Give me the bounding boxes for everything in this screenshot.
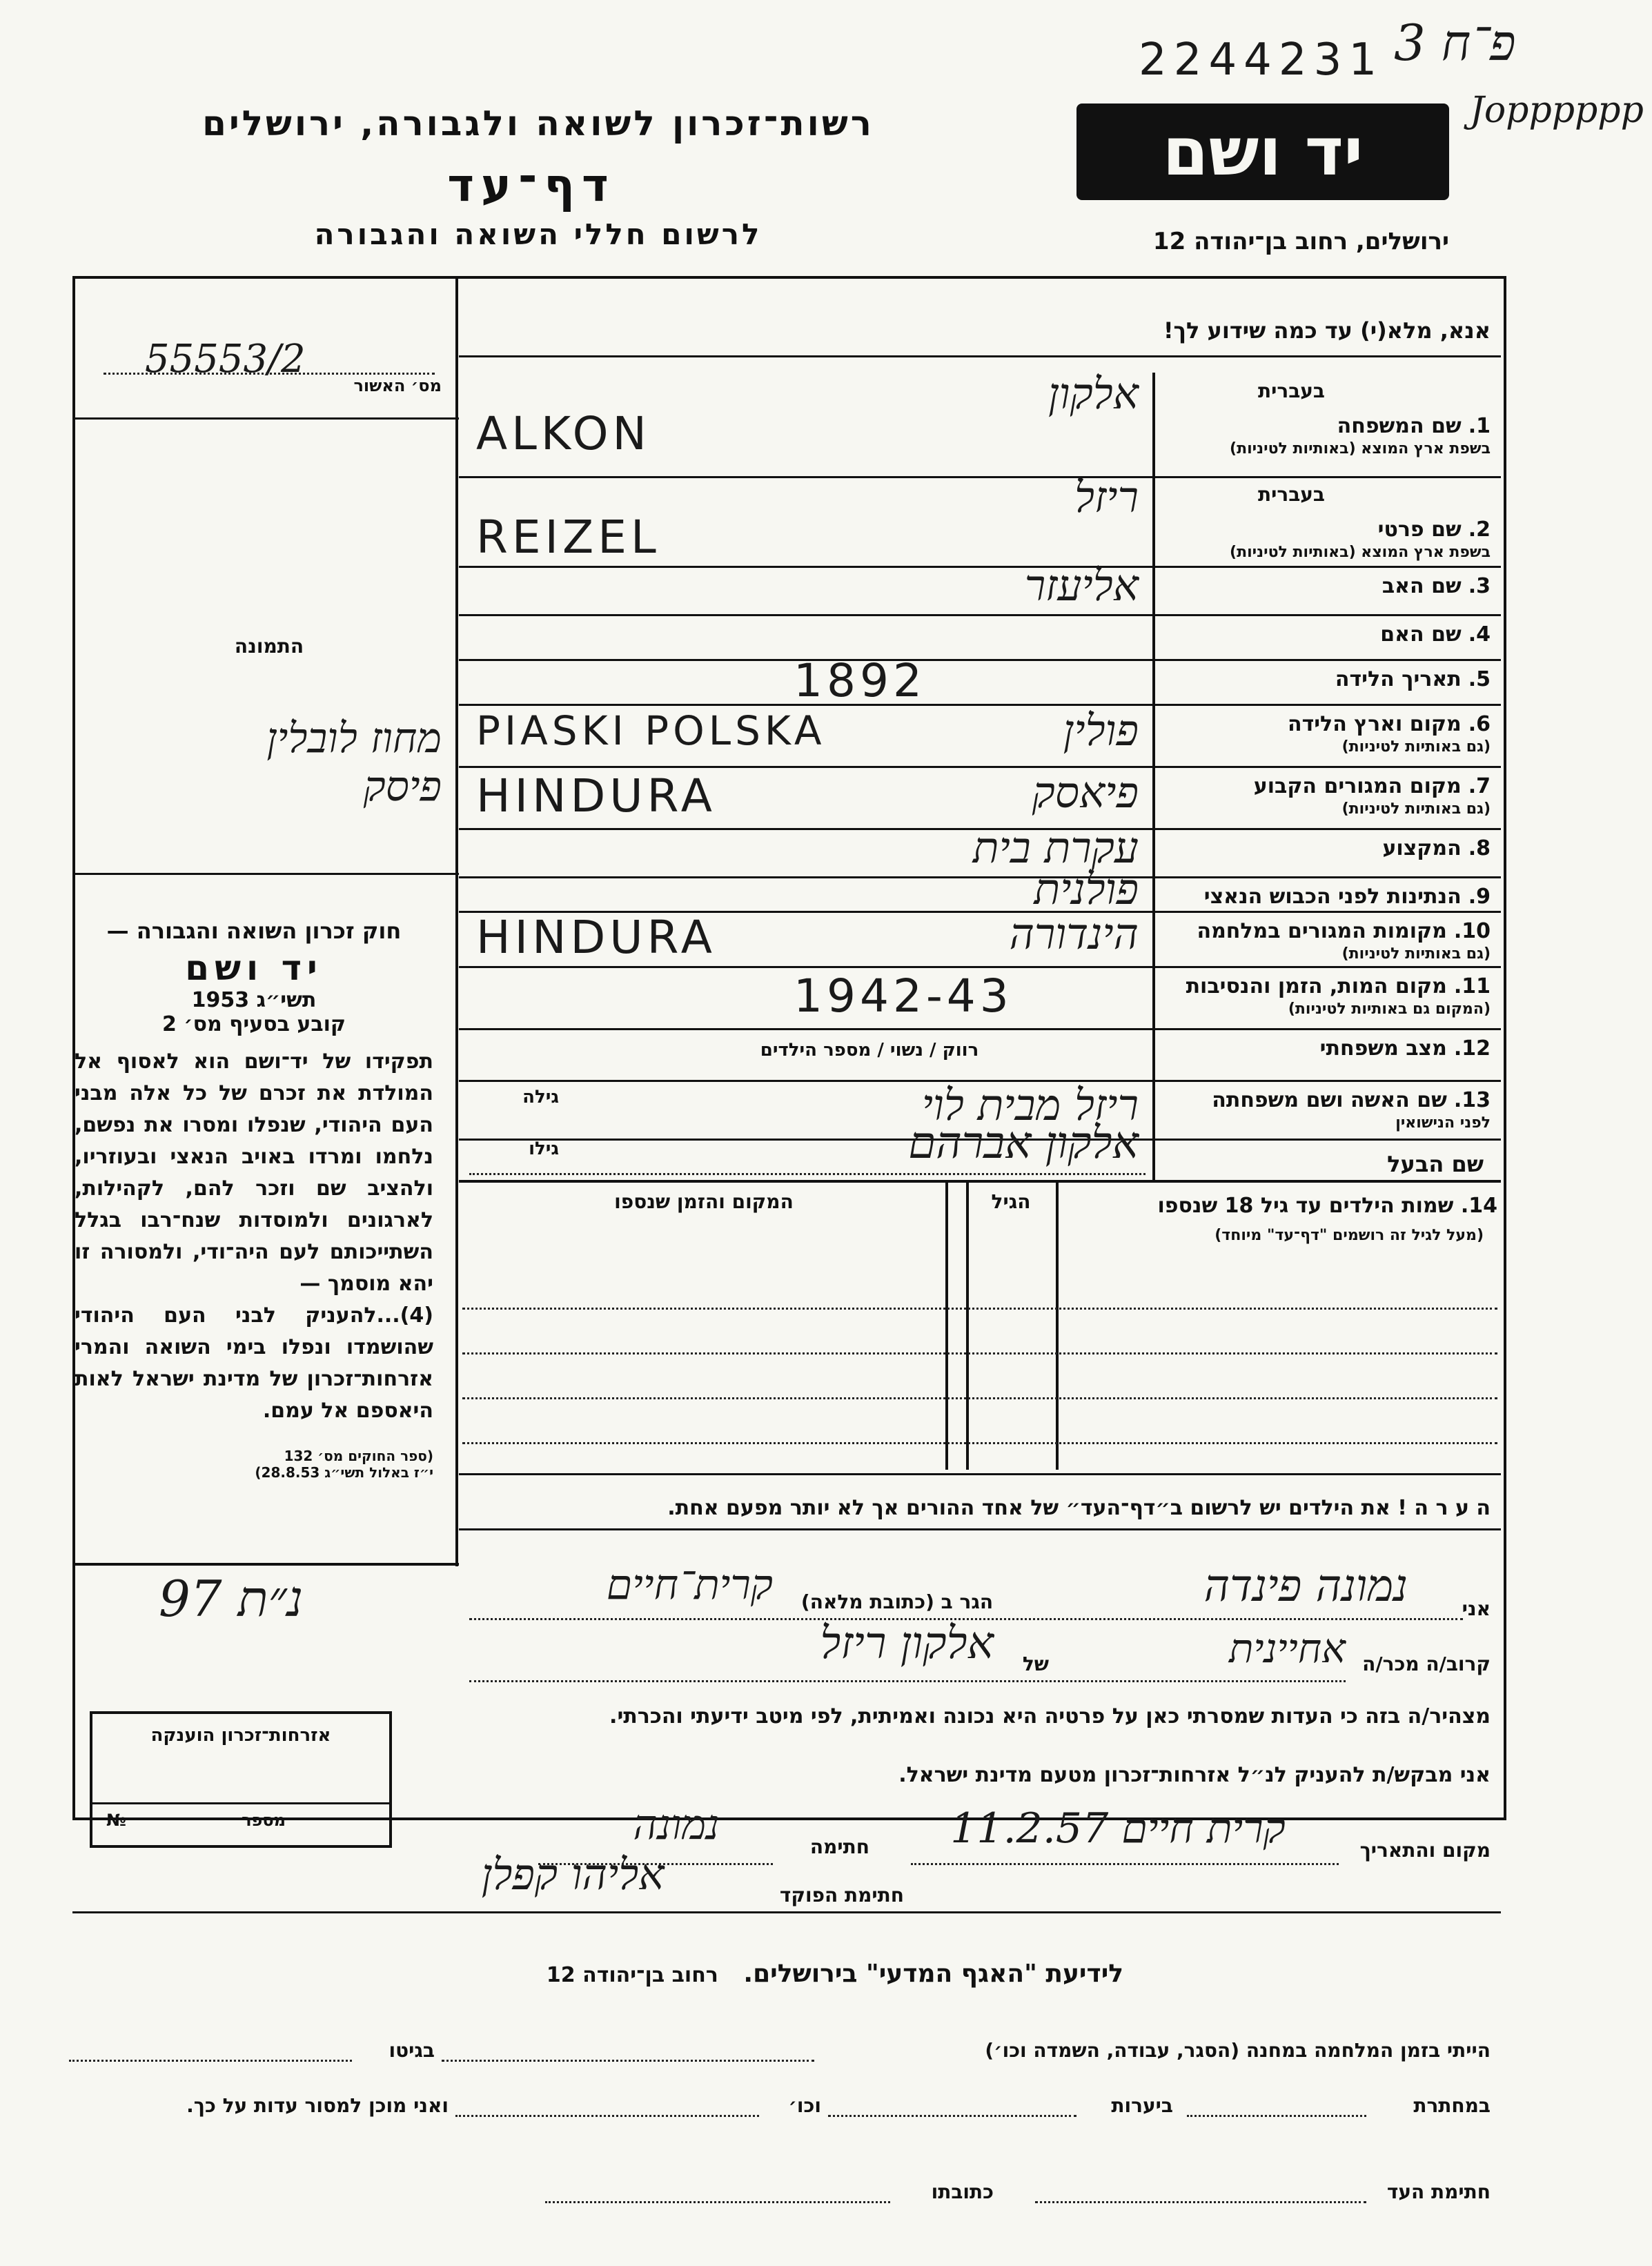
field-7-hebrew-value: פיאסק [1032,767,1139,818]
field-2-sub: בשפת ארץ המוצא (באותיות לטיניות) [1230,544,1491,561]
field-10-title: מקומות המגורים במלחמה [1197,919,1447,943]
yad-vashem-logo [1076,104,1449,200]
of-name: אלקון ריזל [820,1618,994,1669]
children-table-bottom [459,1473,1501,1475]
law-footnote-2: י״ז באלול תשי״ג 28.8.53) [255,1464,433,1481]
marital-options: רווק / נשוי / מספר הילדים [760,1040,979,1061]
field-5-number: 5. [1468,667,1491,691]
intro-text: אנא, מלא(י) עד כמה שידוע לך! [1163,317,1491,344]
field-5-title: תאריך הלידה [1335,667,1462,691]
husband-line [469,1173,1145,1175]
field-11-title: מקום המות, הזמן והנסיבות [1186,974,1447,998]
field-2-label [1166,518,1491,542]
children-number: 14. [1460,1194,1497,1218]
field-3-number: 3. [1468,574,1491,598]
declaration-1: מצהיר/ה בזה כי העדות שמסרתי כאן על פרטיה היא נכונה ואמיתית, לפי מיטב ידיעתי והכרתי. [609,1704,1491,1728]
field-7-label [1166,774,1491,798]
field-1-hebrew-value: אלקון [1048,368,1139,419]
field-10-number: 10. [1453,919,1491,943]
field-1-latin-value: ALKON [476,407,651,460]
declarant-line-2 [469,1680,1346,1682]
field-5-label [1166,667,1491,691]
footer-title-text: לידיעת "האגף המדעי" בירושלים. [743,1960,1124,1988]
field-4-separator [459,659,1501,661]
logo-text: יד ושם [1162,113,1364,190]
children-col-age: הגיל [991,1190,1031,1213]
field-2-latin-value: REIZEL [476,511,660,564]
of-label: של [1022,1653,1049,1675]
field-6-title: מקום וארץ הלידה [1287,712,1462,736]
law-title: חוק זכרון השואה והגבורה — [106,918,402,944]
declarant-name: נמונה פינדה [1203,1561,1408,1612]
footer-line-2a: במחתרת [1413,2094,1491,2117]
children-sub: (מעל לגיל זה רושמים "דף־עד" מיוחד) [1215,1227,1484,1244]
field-6-latin-value: PIASKI POLSKA [476,707,826,754]
field-8-title: המקצוע [1382,836,1462,860]
field-4-number: 4. [1468,622,1491,647]
field-6-sub: (גם באותיות לטיניות) [1341,738,1491,756]
authority-name: רשות־זכרון לשואה ולגבורה, ירושלים [202,104,874,144]
officer-signature: אליהו קפלן [481,1849,665,1900]
footer-blank-3 [1187,2115,1366,2117]
place-date-line [911,1863,1339,1865]
children-row-1 [462,1308,1497,1310]
law-footnote: (ספר החוקים מס׳ 132 [284,1448,433,1464]
field-6-number: 6. [1468,712,1491,736]
field-11-label [1166,974,1491,998]
field-10-latin-value: HINDURA [476,911,716,964]
declaration-2: אני מבקש/ת להעניק לנ״ל אזרחות־זכרון מטעם מדינת ישראל. [898,1763,1491,1787]
law-box [75,918,433,1539]
declarant-address-label: הגר ב (כתובת מלאה) [800,1590,994,1613]
field-3-title: שם האב [1381,574,1462,598]
form-title: דף־עד [447,159,616,212]
footer-blank-5 [455,2115,759,2117]
children-col-place: המקום והזמן שנספו [614,1190,794,1213]
law-box-bottom [72,1563,459,1566]
photo-label: התמונה [234,635,304,658]
place-date-value: קרית חיים 11.2.57 [950,1804,1286,1853]
field-3-hebrew-value: אליעזר [1024,560,1139,611]
field-2-number: 2. [1468,518,1491,542]
field-1-number: 1. [1468,414,1491,438]
law-body-2: (4)...להעניק לבני העם היהודי שהושמדו ונפלו בימי השואה והמרי אזרחות־זכרון של מדינת ישראל לאות היאספם אל עמם. [75,1303,433,1423]
footer-line-2c: וכו׳ [788,2094,821,2117]
field-2-hebrew-value: ריזל [1074,472,1139,522]
field-1-label [1166,414,1491,438]
field-2-hebrew-tag: בעברית [1257,483,1325,506]
left-column-divider [455,276,458,1566]
husband-label: שם הבעל [1387,1151,1484,1177]
place-date-label: מקום והתאריך [1359,1839,1491,1862]
children-col-divider-3 [945,1180,948,1470]
intro-underline [459,355,1501,357]
field-8-number: 8. [1468,836,1491,860]
footer-line-3a: חתימת העד [1386,2180,1491,2203]
field-13-hebrew-value: ריזל מבית לוי [921,1079,1139,1130]
field-1-title: שם המשפחה [1337,414,1462,438]
field-13-number: 13. [1453,1088,1491,1112]
field-12-label [1166,1036,1491,1061]
children-label [1063,1194,1497,1218]
footer-blank-2 [69,2060,352,2062]
citizenship-number-label: מספר [242,1811,286,1830]
officer-label: חתימת הפוקד [779,1884,904,1907]
field-13-label [1166,1088,1491,1112]
children-col-divider-1 [1056,1180,1059,1470]
label-column-divider [1152,373,1155,1180]
field-7-number: 7. [1468,774,1491,798]
relation-label: קרוב/ה מכר/ה [1362,1653,1491,1675]
field-9-hebrew-value: פולנית [1034,864,1139,914]
top-right-scrawl: Jopppppp [1470,90,1644,131]
footer-blank-4 [828,2115,1076,2117]
field-7-sub: (גם באותיות לטיניות) [1341,800,1491,818]
field-11-sub: (המקום גם באותיות לטיניות) [1288,1001,1491,1018]
footer-line-2b: ביערות [1111,2094,1173,2117]
children-col-divider-2 [966,1180,969,1470]
archive-number: 2244231 [1139,35,1384,86]
note-text: ה ע ר ה ! את הילדים יש לרשום ב״דף־העד״ של אחד ההורים אך לא יותר מפעם אחת. [667,1496,1491,1520]
law-year: תשי״ג 1953 [191,988,317,1012]
field-2-title: שם פרטי [1377,518,1462,542]
left-handwriting: מחוז לובלין פיסק [266,714,442,811]
children-row-3 [462,1397,1497,1399]
citizenship-title: אזרחות־זכרון הוענקה [150,1725,331,1746]
field-8-hebrew-value: עקרת בית [972,822,1139,873]
field-3-label [1166,574,1491,598]
field-9-label [1166,885,1491,909]
field-4-label [1166,622,1491,647]
footer-address: רחוב בן־יהודה 12 [546,1963,718,1987]
footer-title [469,1960,1201,1988]
field-13-title: שם האשה ושם משפחתה [1212,1088,1447,1112]
field-11-separator [459,1028,1501,1030]
field-1-hebrew-tag: בעברית [1257,380,1325,402]
field-12-title: מצב משפחתי [1319,1036,1447,1061]
footer-line-1b: בגיטו [389,2039,435,2062]
wife-age-label: גילה [522,1087,559,1107]
children-table-top [459,1180,1501,1183]
field-10-label [1166,919,1491,943]
photo-area-bottom [72,873,459,875]
children-row-4 [462,1442,1497,1444]
law-name: יד ושם [185,948,323,988]
footer-blank-6 [1035,2201,1366,2203]
footer-line-2d: ואני מוכן למסור עדות על כך. [186,2094,449,2117]
footer-blank-7 [545,2201,890,2203]
field-11-latin-value: 1942-43 [794,969,1013,1023]
field-10-hebrew-value: הינדורה [1009,909,1139,959]
receipt-line [104,373,435,375]
form-subtitle: לרשום חללי השואה והגבורה [314,217,763,251]
husband-age-label: גילו [529,1139,559,1159]
signature-label: חתימה [809,1835,869,1858]
receipt-number-label: מס׳ האשור [353,376,442,395]
field-6-label [1166,712,1491,736]
footer-blank-1 [442,2060,814,2062]
field-10-separator [459,966,1501,968]
field-4-title: שם האם [1380,622,1462,647]
field-7-title: מקום המגורים הקבוע [1253,774,1462,798]
receipt-number-value: 55553/2 [145,337,306,382]
field-5-latin-value: 1892 [794,653,926,707]
citizenship-box [90,1711,392,1848]
field-6-hebrew-value: פולין [1063,705,1139,756]
field-9-title: הנתינות לפני הכבוש הנאצי [1203,885,1462,909]
husband-value: אלקון אברהם [908,1118,1139,1169]
children-row-2 [462,1352,1497,1354]
header-address: ירושלים, רחוב בן־יהודה 12 [1152,228,1449,255]
signature-value: נמונה [633,1801,720,1849]
field-3-separator [459,614,1501,616]
field-10-sub: (גם באותיות לטיניות) [1341,945,1491,963]
declarant-address: קרית־חיים [606,1561,773,1609]
field-13-sub: לפני הנישואין [1395,1114,1491,1132]
relation-value: אחיינית [1229,1625,1346,1672]
footer-line-3b: כתובתו [931,2180,994,2203]
citizenship-divider [92,1802,389,1804]
top-right-handwritten-note: פ־ח 3 [1394,14,1516,72]
law-clause: קובע בסעיף מס׳ 2 [161,1012,346,1036]
law-body: תפקידו של יד־ושם הוא לאסוף אל המולדת את זכרם של כל אלה מבני העם היהודי, שנפלו ומסרו את נפשם, נלחמו ומרדו באויב הנאצי ובעוזריו, ולהציב שם וזכר להם, לקהילות, לארגונים ולמוסדות שנח־רבו בגלל השתייכותם לעם היה־ודי, ולמסורה זו יהא מוסמך — [75,1050,433,1296]
field-7-latin-value: HINDURA [476,769,716,822]
note-underline [459,1528,1501,1530]
receipt-box-bottom [72,417,459,420]
field-1-sub: בשפת ארץ המוצא (באותיות לטיניות) [1230,440,1491,457]
field-9-number: 9. [1468,885,1491,909]
field-11-number: 11. [1453,974,1491,998]
field-8-label [1166,836,1491,860]
citizenship-number-symbol: № [106,1811,126,1830]
declaration-section-bottom [72,1911,1501,1913]
declarant-i-label: אני [1462,1597,1491,1620]
footer-line-1a: הייתי בזמן המלחמה במחנה (הסגר, עבודה, השמדה וכו׳) [985,2039,1491,2062]
margin-note: נ״ת 97 [159,1570,304,1628]
field-12-number: 12. [1453,1036,1491,1061]
children-title: שמות הילדים עד גיל 18 שנספו [1157,1194,1454,1218]
